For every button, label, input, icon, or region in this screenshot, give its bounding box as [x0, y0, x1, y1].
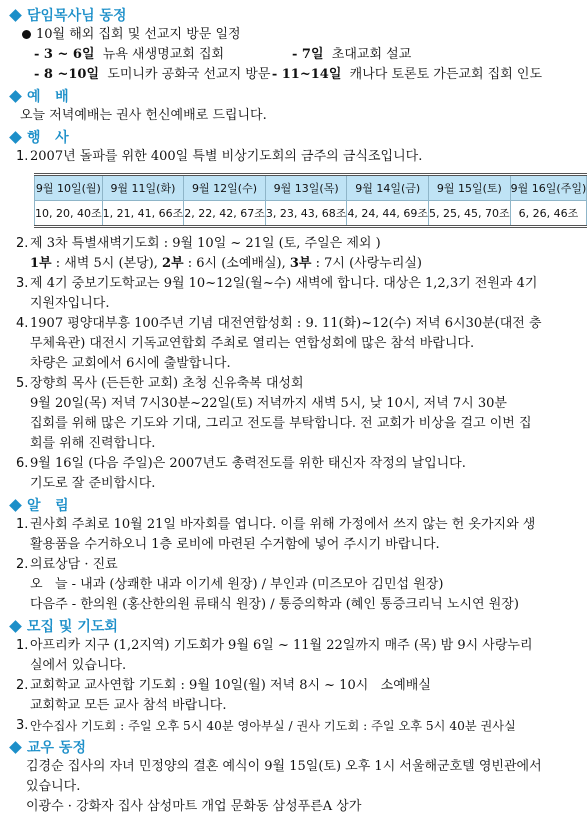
section-header-pastor	[8, 5, 542, 25]
table-header-row	[35, 175, 587, 201]
list-item-continuation: 다음주 - 한의원 (홍산한의원 류태식 원장) / 통증의학과 (혜인 통증크리닉 노시연 원장)	[30, 597, 519, 612]
table-header-cell: 9월 12일(수)	[184, 175, 266, 201]
section-title: 예 배	[27, 89, 69, 105]
section-header-prayer	[8, 616, 542, 636]
section-header-members	[8, 737, 542, 757]
section-title: 행 사	[27, 130, 69, 146]
table-cell: 6, 26, 46조	[510, 201, 587, 227]
list-item: 1. 아프리카 지구 (1,2지역) 기도회가 9월 6일 ~ 11월 22일까지 매주 (목) 밤 9시 사랑누리실에서 있습니다.	[16, 638, 533, 673]
section-title: 알 림	[27, 498, 69, 514]
worship-text: 오늘 저녁예배는 권사 헌신예배로 드립니다.	[20, 108, 267, 123]
list-item-continuation: 교회학교 모든 교사 참석 바랍니다.	[30, 698, 227, 713]
table-cell: 2, 22, 42, 67조	[184, 201, 266, 227]
list-item: 1. 2007년 돌파를 위한 400일 특별 비상기도회의 금주의 금식조입니다.	[16, 149, 423, 164]
table-header-cell: 9월 11일(화)	[102, 175, 184, 201]
diamond-icon	[9, 9, 22, 22]
dawn-prayer-times: 1부 : 새벽 5시 (본당), 2부 : 6시 (소예배실), 3부 : 7시 (사랑누리실)	[30, 256, 423, 271]
table-header-cell: 9월 15일(토)	[429, 175, 511, 201]
list-item-continuation: 오 늘 - 내과 (상쾌한 내과 이기세 원장) / 부인과 (미즈모아 김민섭 원장)	[30, 577, 444, 592]
section-title: 담임목사님 동정	[27, 8, 127, 24]
list-item: 1. 권사회 주최로 10월 21일 바자회를 엽니다. 이를 위해 가정에서 쓰지 않는 헌 옷가지와 생활용품을 수거하오니 1층 로비에 마련된 수거함에 넣어 주시기 바랍니다.	[16, 517, 536, 552]
list-item-continuation: 회를 위해 진력합니다.	[30, 436, 156, 451]
table-cell: 4, 24, 44, 69조	[347, 201, 429, 227]
list-item-continuation: 집회를 위해 많은 기도와 기대, 그리고 전도를 부탁합니다. 전 교회가 비상을 걸고 이번 집	[30, 416, 532, 431]
diamond-icon	[9, 131, 22, 144]
list-item: 6. 9월 16일 (다음 주일)은 2007년도 총력전도를 위한 태신자 작정의 날입니다.	[16, 456, 466, 471]
section-header-notices	[8, 495, 542, 515]
table-header-cell: 9월 14일(금)	[347, 175, 429, 201]
table-header-cell: 9월 13일(목)	[265, 175, 347, 201]
pastor-bullet: 10월 해외 집회 및 선교지 방문 일정	[8, 25, 542, 45]
schedule-row: - 8 ~10일 도미니카 공화국 선교지 방문 - 11~14일 캐나다 토론토 가든교회 집회 인도	[34, 67, 542, 82]
table-cell: 5, 25, 45, 70조	[429, 201, 511, 227]
table-cell: 10, 20, 40조	[35, 201, 103, 227]
list-item: 4. 1907 평양대부흥 100주년 기념 대전연합성회 : 9. 11(화)~12(수) 저녁 6시30분(대전 충무체육관) 대전시 기독교연합회 주최로 열리는 연합성회에 많은 참석 바랍니다.	[16, 316, 542, 351]
diamond-icon	[9, 90, 22, 103]
table-row	[35, 201, 587, 227]
diamond-icon	[9, 620, 22, 633]
table-cell: 1, 21, 41, 66조	[102, 201, 184, 227]
list-item: 2. 의료상담 · 진료	[16, 557, 118, 572]
list-item-continuation: 차량은 교회에서 6시에 출발합니다.	[30, 356, 231, 371]
section-header-worship	[8, 86, 542, 106]
list-item: 2. 제 3차 특별새벽기도회 : 9월 10일 ~ 21일 (토, 주일은 제외 )	[16, 236, 381, 251]
table-header-cell: 9월 10일(월)	[35, 175, 103, 201]
diamond-icon	[9, 741, 22, 754]
table-cell: 3, 23, 43, 68조	[265, 201, 347, 227]
schedule-row: - 3 ~ 6일 뉴욕 새생명교회 집회 - 7일 초대교회 설교	[34, 47, 412, 62]
members-text: 김경순 집사의 자녀 민정양의 결혼 예식이 9월 15일(토) 오후 1시 서울해군호텔 영빈관에서 있습니다.	[26, 759, 542, 794]
list-item: 3. 안수집사 기도회 : 주일 오후 5시 40분 영아부실 / 권사 기도회 : 주일 오후 5시 40분 권사실	[16, 718, 516, 733]
list-item: 5. 장향희 목사 (든든한 교회) 초청 신유축복 대성회	[16, 376, 304, 391]
diamond-icon	[9, 499, 22, 512]
bullet-dot-icon	[22, 30, 31, 39]
section-title: 모집 및 기도회	[27, 619, 118, 635]
list-item: 2. 교회학교 교사연합 기도회 : 9월 10일(월) 저녁 8시 ~ 10시 소예배실	[16, 678, 431, 693]
list-item-continuation: 기도로 잘 준비합시다.	[30, 476, 156, 491]
fasting-schedule-table	[34, 173, 587, 228]
section-title: 교우 동정	[27, 740, 86, 756]
list-item: 3. 제 4기 중보기도학교는 9월 10~12일(월~수) 새벽에 합니다. 대상은 1,2,3기 전원과 4기 지원자입니다.	[16, 276, 538, 311]
table-header-cell: 9월 16일(주일)	[510, 175, 587, 201]
section-header-events	[8, 127, 542, 147]
members-text: 이광수 · 강화자 집사 삼성마트 개업 문화동 삼성푸른A 상가	[26, 799, 362, 814]
list-item-continuation: 9월 20일(목) 저녁 7시30분~22일(토) 저녁까지 새벽 5시, 낮 10시, 저녁 7시 30분	[30, 396, 507, 411]
